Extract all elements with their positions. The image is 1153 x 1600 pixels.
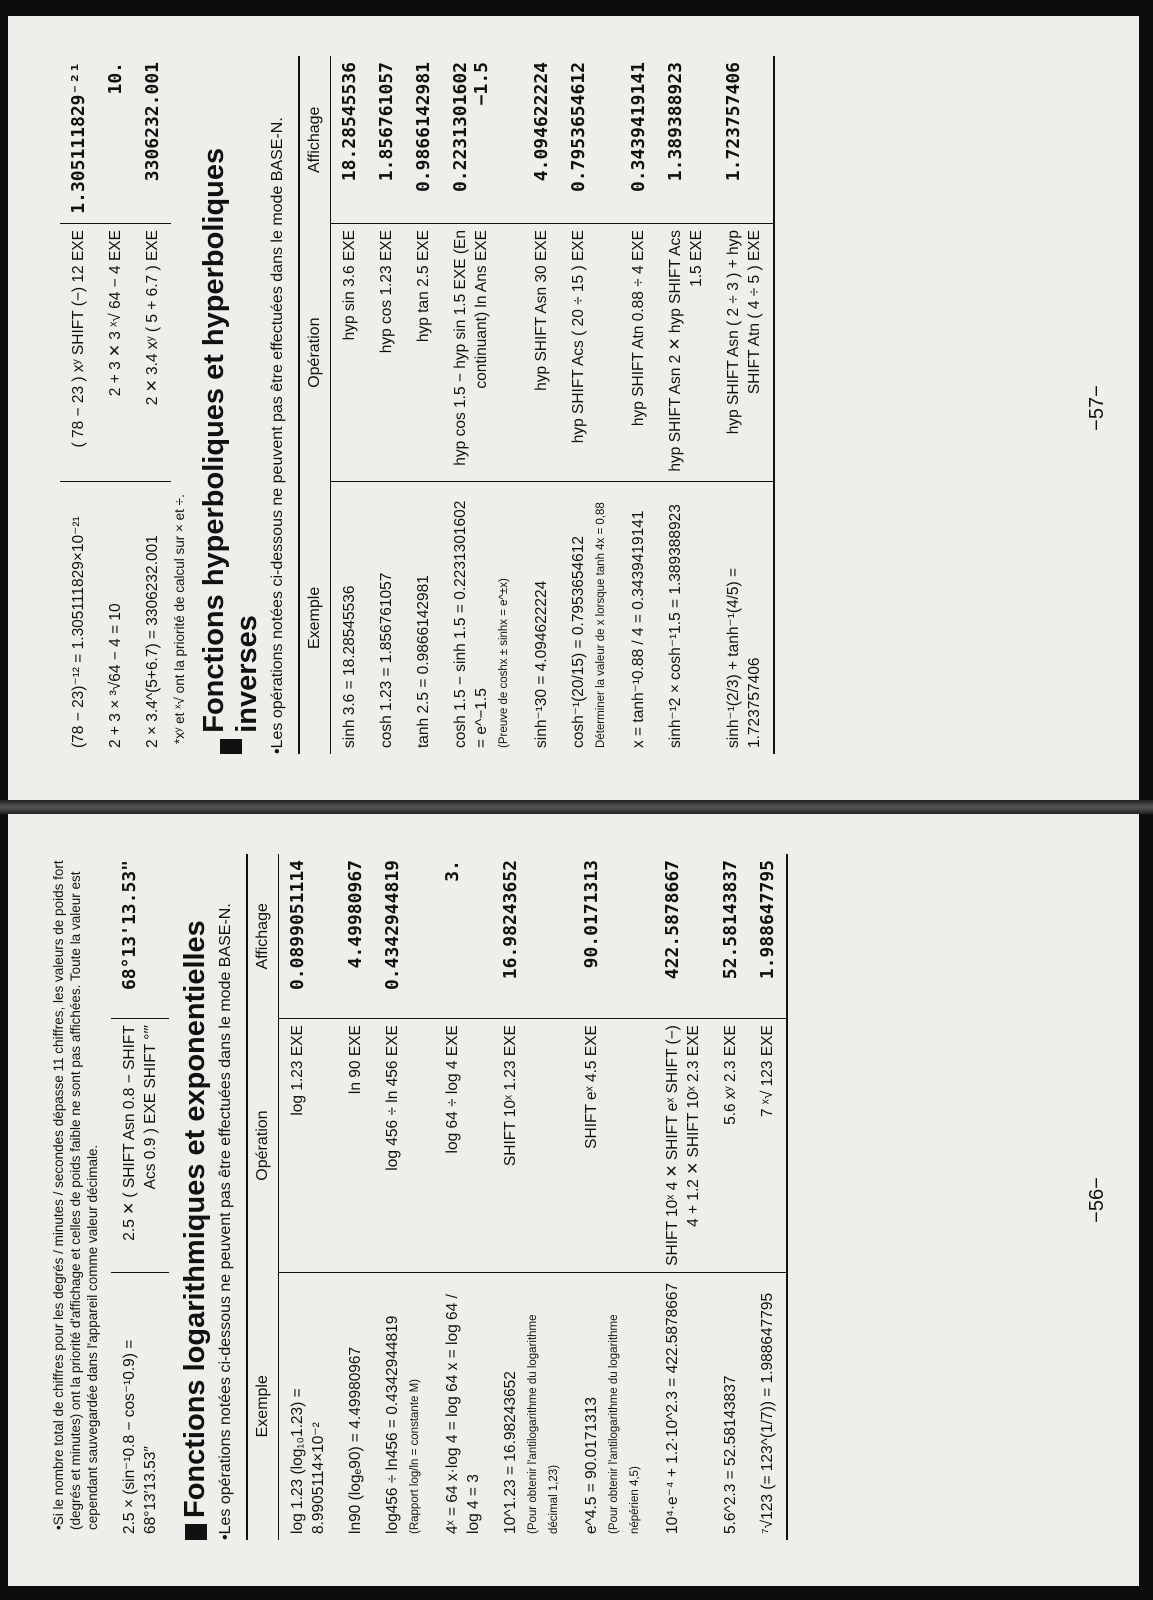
operation-cell (657, 224, 715, 482)
display-cell (749, 854, 787, 1019)
display-cell-text: 0.4342944819 (382, 860, 403, 991)
operation-cell: ( 78 − 23 ) xʸ SHIFT (−) 12 EXE (60, 224, 97, 482)
operation-cell-text: SHIFT 10ˣ 4 ✕ SHIFT eˣ SHIFT (−) 4 + 1.2 ✕ SHIFT 10ˣ 2.3 EXE (664, 1025, 702, 1266)
table-row (523, 56, 560, 754)
example-cell (492, 1272, 573, 1540)
operation-cell (560, 224, 620, 482)
display-cell (712, 854, 749, 1019)
header-example: Exemple (299, 482, 331, 754)
display-cell-text: 0.2231301602 −1.5 (450, 62, 492, 193)
example-cell (749, 1272, 787, 1540)
display-cell-text: 16.98243652 (500, 860, 521, 980)
table-row (97, 56, 134, 754)
row-note: (Rapport log/ln = constante M) (409, 1378, 421, 1534)
display-cell (337, 854, 374, 1019)
left-page (8, 814, 1139, 1586)
table-row (368, 56, 405, 754)
display-cell (620, 56, 657, 224)
display-cell-text: 422.5878667 (662, 860, 683, 980)
header-operation: Opération (247, 1019, 279, 1273)
example-cell (523, 482, 560, 754)
operation-cell-text: log 1.23 EXE (289, 1025, 306, 1116)
right-page (8, 16, 1139, 800)
example-cell (368, 482, 405, 754)
example-cell-text: sinh⁻¹2 × cosh⁻¹1.5 = 1.389388923 (667, 504, 684, 748)
example-cell (654, 1272, 712, 1540)
table-row (715, 56, 774, 754)
example-cell (405, 482, 442, 754)
section-intro: •Les opérations notées ci-dessous ne peuvent pas être effectuées dans le mode BASE-N. (269, 117, 286, 754)
table-row (654, 854, 712, 1540)
operation-cell (368, 224, 405, 482)
example-cell-text: 4ˣ = 64 x·log 4 = log 64 x = log 64 / log 4 = 3 (444, 1294, 482, 1534)
display-cell-text: 1.389388923 (665, 62, 686, 182)
operation-cell (620, 224, 657, 482)
operation-cell-text: hyp sin 3.6 EXE (341, 230, 358, 341)
operation-cell-text: hyp SHIFT Asn 2 ✕ hyp SHIFT Acs 1.5 EXE (667, 230, 705, 472)
table-row (134, 56, 171, 754)
example-cell-text: cosh 1.23 = 1.856761057 (378, 572, 395, 748)
operation-cell-text: hyp SHIFT Atn 0.88 ÷ 4 EXE (630, 230, 647, 427)
example-cell (712, 1272, 749, 1540)
operation-cell-text: SHIFT eˣ 4.5 EXE (583, 1025, 600, 1149)
operation-cell (492, 1019, 573, 1273)
example-cell (657, 482, 715, 754)
table-row (712, 854, 749, 1540)
display-cell (492, 854, 573, 1019)
hyperbolic-table (298, 56, 775, 754)
operation-cell: 2 ✕ 3.4 xʸ ( 5 + 6.7 ) EXE (134, 224, 171, 482)
display-cell-text: 1.723757406 (723, 62, 744, 182)
operation-cell-text: ln 90 EXE (347, 1025, 364, 1095)
operation-cell (405, 224, 442, 482)
example-cell-text: ln90 (logₑ90) = 4.49980967 (347, 1346, 364, 1534)
example-cell-text: sinh⁻¹(2/3) + tanh⁻¹(4/5) = 1.723757406 (725, 567, 763, 748)
operation-cell (523, 224, 560, 482)
section-intro: •Les opérations notées ci-dessous ne peuvent pas être effectuées dans le mode BASE-N. (217, 903, 234, 1540)
display-cell (654, 854, 712, 1019)
display-cell: 10. (105, 62, 126, 95)
display-cell (715, 56, 774, 224)
display-cell (523, 56, 560, 224)
operation-cell (337, 1019, 374, 1273)
operation-cell (279, 1019, 338, 1273)
example-cell-text: sinh 3.6 = 18.28545536 (341, 585, 358, 748)
display-cell-text: 0.0899051114 (287, 860, 308, 991)
header-example: Exemple (247, 1272, 279, 1540)
header-display: Affichage (247, 854, 279, 1019)
operation-cell-text: hyp cos 1.5 − hyp sin 1.5 EXE (En continuant) ln Ans EXE (452, 230, 490, 466)
operation-cell-text: hyp SHIFT Asn ( 2 ÷ 3 ) + hyp SHIFT Atn ( 4 ÷ 5 ) EXE (725, 230, 763, 435)
example-cell (442, 482, 523, 754)
display-cell (279, 854, 338, 1019)
table-row (749, 854, 787, 1540)
example-cell: 2 × 3.4^(5+6.7) = 3306232.001 (134, 482, 171, 754)
page-number: −56− (1086, 1177, 1108, 1223)
example-cell (331, 482, 369, 754)
example-cell-text: 10⁴·e⁻⁴ + 1.2·10^2.3 = 422.5878667 (664, 1282, 681, 1534)
operation-cell-text: hyp SHIFT Acs ( 20 ÷ 15 ) EXE (570, 230, 587, 444)
example-cell-text: log456 ÷ ln456 = 0.4342944819 (384, 1315, 401, 1534)
example-cell-text: sinh⁻¹30 = 4.094622224 (533, 580, 550, 748)
display-cell-text: 1.988647795 (757, 860, 778, 980)
display-cell-text: 52.58143837 (720, 860, 741, 980)
display-cell (573, 854, 654, 1019)
example-cell-text: e^4.5 = 90.0171313 (583, 1397, 600, 1534)
operation-cell-text: SHIFT 10ˣ 1.23 EXE (502, 1025, 519, 1167)
table-row (111, 854, 169, 1540)
table-header-row (299, 56, 331, 754)
example-cell-text: cosh 1.5 − sinh 1.5 = 0.2231301602 = e^−1.5 (452, 500, 490, 748)
example-cell (374, 1272, 434, 1540)
example-cell: (78 − 23)⁻¹² = 1.305111829×10⁻²¹ (60, 482, 97, 754)
table-row (60, 56, 97, 754)
table-row (442, 56, 523, 754)
example-cell (434, 1272, 492, 1540)
table-row (337, 854, 374, 1540)
table-row (573, 854, 654, 1540)
example-cell-text: ⁷√123 (= 123^(1/7)) = 1.988647795 (759, 1292, 776, 1534)
operation-cell-text: 7 ˣ√ 123 EXE (759, 1025, 776, 1118)
operation-cell (749, 1019, 787, 1273)
display-cell (434, 854, 492, 1019)
degree-digits-note: •Si le nombre total de chiffres pour les degrés / minutes / secondes dépasse 11 chiffres, les valeurs de poids fort (degrés et minutes) ont la priorité d'affichage et celles de poids faible ne sont pas affichées. Toute la valeur est cependant sauvegardée dans l'appareil comme valeur décimale. (51, 860, 100, 1530)
example-cell (715, 482, 774, 754)
row-note: (Pour obtenir l'antilogarithme du logarithme décimal 1,23) (527, 1314, 560, 1534)
display-cell-text: 3. (442, 860, 463, 882)
section-title (198, 56, 264, 754)
table-row (405, 56, 442, 754)
operation-cell-text: hyp SHIFT Asn 30 EXE (533, 230, 550, 391)
display-cell (657, 56, 715, 224)
book-gutter (0, 800, 1153, 814)
operation-cell (573, 1019, 654, 1273)
table-row (331, 56, 369, 754)
operation-cell (434, 1019, 492, 1273)
log-exp-table (246, 854, 788, 1540)
row-note: Déterminer la valeur de x lorsque tanh 4x = 0,88 (595, 502, 607, 748)
table-row (560, 56, 620, 754)
operation-cell-text: log 456 ÷ ln 456 EXE (384, 1025, 401, 1171)
operation-cell (712, 1019, 749, 1273)
row-note: (Pour obtenir l'antilogarithme du logarithme népérien 4,5) (608, 1314, 641, 1534)
display-cell (331, 56, 369, 224)
section-title-text: Fonctions logarithmiques et exponentielles (179, 920, 211, 1518)
display-cell (368, 56, 405, 224)
operation-cell-text: 5.6 xʸ 2.3 EXE (722, 1025, 739, 1125)
header-operation: Opération (299, 224, 331, 482)
display-cell (560, 56, 620, 224)
example-cell (620, 482, 657, 754)
display-cell: 68°13'13.53" (119, 860, 140, 991)
table-row (374, 854, 434, 1540)
display-cell-text: 0.3439419141 (628, 62, 649, 193)
table-row (434, 854, 492, 1540)
operation-cell-text: hyp tan 2.5 EXE (415, 230, 432, 343)
operation-cell (654, 1019, 712, 1273)
section-bullet-icon (220, 739, 242, 754)
operation-cell (442, 224, 523, 482)
operation-cell: 2.5 ✕ ( SHIFT Asn 0.8 − SHIFT Acs 0.9 ) EXE SHIFT °′″ (111, 1019, 169, 1273)
operation-cell-text: hyp cos 1.23 EXE (378, 230, 395, 354)
display-cell: 1.305111829⁻²¹ (68, 62, 89, 214)
dms-example-table (111, 854, 169, 1540)
display-cell-text: 4.094622224 (531, 62, 552, 182)
example-cell-text: 5.6^2.3 = 52.58143837 (722, 1375, 739, 1534)
table-header-row (247, 854, 279, 1540)
operation-cell: 2 + 3 ✕ 3 ˣ√ 64 − 4 EXE (97, 224, 134, 482)
display-cell (405, 56, 442, 224)
example-cell (279, 1272, 338, 1540)
example-cell-text: cosh⁻¹(20/15) = 0.7953654612 (570, 536, 587, 748)
example-cell (560, 482, 620, 754)
table-row (492, 854, 573, 1540)
table-row (620, 56, 657, 754)
section-title-text: Fonctions hyperboliques et hyperboliques inverses (198, 147, 263, 733)
operation-cell-text: log 64 ÷ log 4 EXE (444, 1025, 461, 1154)
example-cell-text: 10^1.23 = 16.98243652 (502, 1371, 519, 1534)
header-display: Affichage (299, 56, 331, 224)
example-cell-text: log 1.23 (log₁₀1.23) = 8.9905114×10⁻² (289, 1388, 327, 1534)
page-number: −57− (1086, 385, 1108, 431)
section-title (179, 854, 212, 1540)
row-note: (Preuve de coshx ± sinhx = e^±x) (498, 578, 510, 748)
display-cell-text: 18.28545536 (339, 62, 360, 182)
table-row (279, 854, 338, 1540)
power-root-table (60, 56, 171, 754)
display-cell (374, 854, 434, 1019)
example-cell-text: x = tanh⁻¹0.88 / 4 = 0.3439419141 (630, 510, 647, 748)
example-cell: 2.5 × (sin⁻¹0.8 − cos⁻¹0.9) = 68°13′13.53″ (111, 1272, 169, 1540)
display-cell-text: 0.7953654612 (568, 62, 589, 193)
display-cell: 3306232.001 (142, 62, 163, 182)
display-cell (442, 56, 523, 224)
table-row (657, 56, 715, 754)
display-cell-text: 0.9866142981 (413, 62, 434, 193)
example-cell: 2 + 3 × ³√64 − 4 = 10 (97, 482, 134, 754)
operation-cell (331, 224, 369, 482)
operation-cell (374, 1019, 434, 1273)
priority-note: *xʸ et ˣ√ ont la priorité de calcul sur × et ÷. (172, 494, 187, 744)
operation-cell (715, 224, 774, 482)
example-cell-text: tanh 2.5 = 0.9866142981 (415, 575, 432, 748)
example-cell (337, 1272, 374, 1540)
example-cell (573, 1272, 654, 1540)
display-cell-text: 4.49980967 (345, 860, 366, 969)
section-bullet-icon (185, 1524, 207, 1540)
display-cell-text: 90.0171313 (581, 860, 602, 969)
display-cell-text: 1.856761057 (376, 62, 397, 182)
